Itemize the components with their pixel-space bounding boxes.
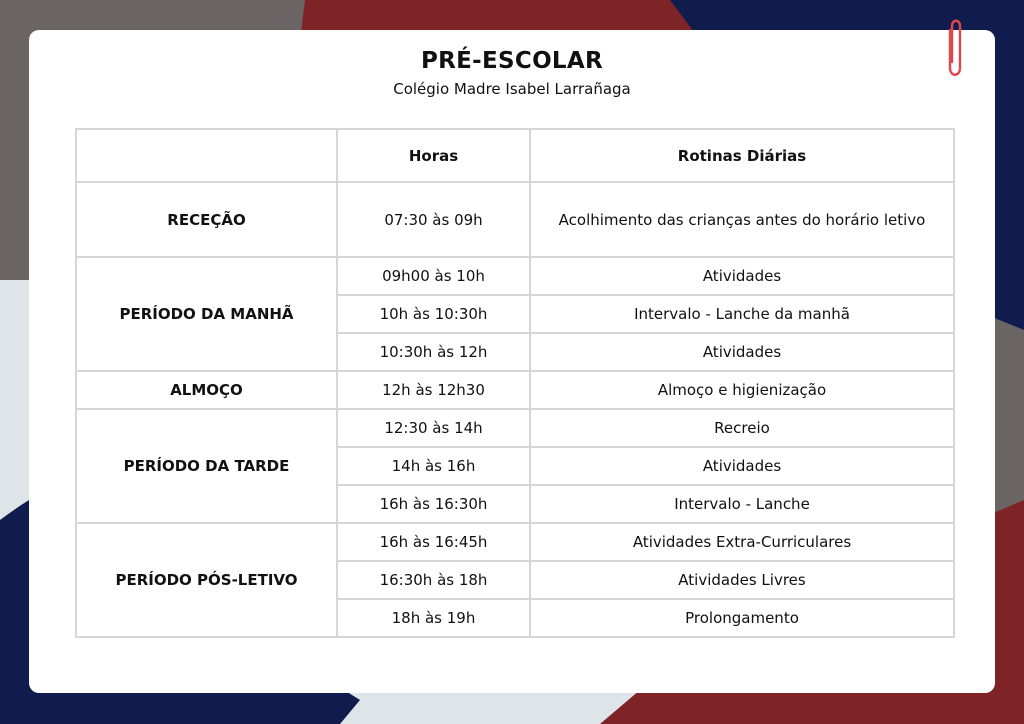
activity-cell: Atividades (530, 257, 954, 295)
activity-cell: Intervalo - Lanche da manhã (530, 295, 954, 333)
time-cell: 10h às 10:30h (337, 295, 530, 333)
column-header-activity: Rotinas Diárias (530, 129, 954, 182)
column-header-time: Horas (337, 129, 530, 182)
activity-cell: Almoço e higienização (530, 371, 954, 409)
time-cell: 16:30h às 18h (337, 561, 530, 599)
period-cell: RECEÇÃO (76, 182, 337, 257)
period-cell: PERÍODO DA TARDE (76, 409, 337, 523)
activity-cell: Atividades (530, 333, 954, 371)
table-row (76, 371, 954, 409)
page-subtitle: Colégio Madre Isabel Larrañaga (393, 80, 631, 98)
time-cell: 18h às 19h (337, 599, 530, 637)
table-header-row (76, 129, 954, 182)
activity-cell: Atividades Extra-Curriculares (530, 523, 954, 561)
time-cell: 12h às 12h30 (337, 371, 530, 409)
activity-cell: Atividades Livres (530, 561, 954, 599)
table-row (76, 523, 954, 561)
activity-cell: Intervalo - Lanche (530, 485, 954, 523)
period-cell: ALMOÇO (76, 371, 337, 409)
activity-cell: Recreio (530, 409, 954, 447)
time-cell: 14h às 16h (337, 447, 530, 485)
time-cell: 16h às 16:30h (337, 485, 530, 523)
period-cell: PERÍODO DA MANHÃ (76, 257, 337, 371)
activity-cell: Acolhimento das crianças antes do horário letivo (530, 182, 954, 257)
time-cell: 16h às 16:45h (337, 523, 530, 561)
time-cell: 10:30h às 12h (337, 333, 530, 371)
table-row (76, 182, 954, 257)
period-cell: PERÍODO PÓS-LETIVO (76, 523, 337, 637)
time-cell: 12:30 às 14h (337, 409, 530, 447)
activity-cell: Atividades (530, 447, 954, 485)
column-header-period (76, 129, 337, 182)
activity-cell: Prolongamento (530, 599, 954, 637)
schedule-table (75, 128, 955, 638)
time-cell: 07:30 às 09h (337, 182, 530, 257)
table-row (76, 409, 954, 447)
table-row (76, 257, 954, 295)
time-cell: 09h00 às 10h (337, 257, 530, 295)
page-title: PRÉ-ESCOLAR (421, 48, 603, 74)
